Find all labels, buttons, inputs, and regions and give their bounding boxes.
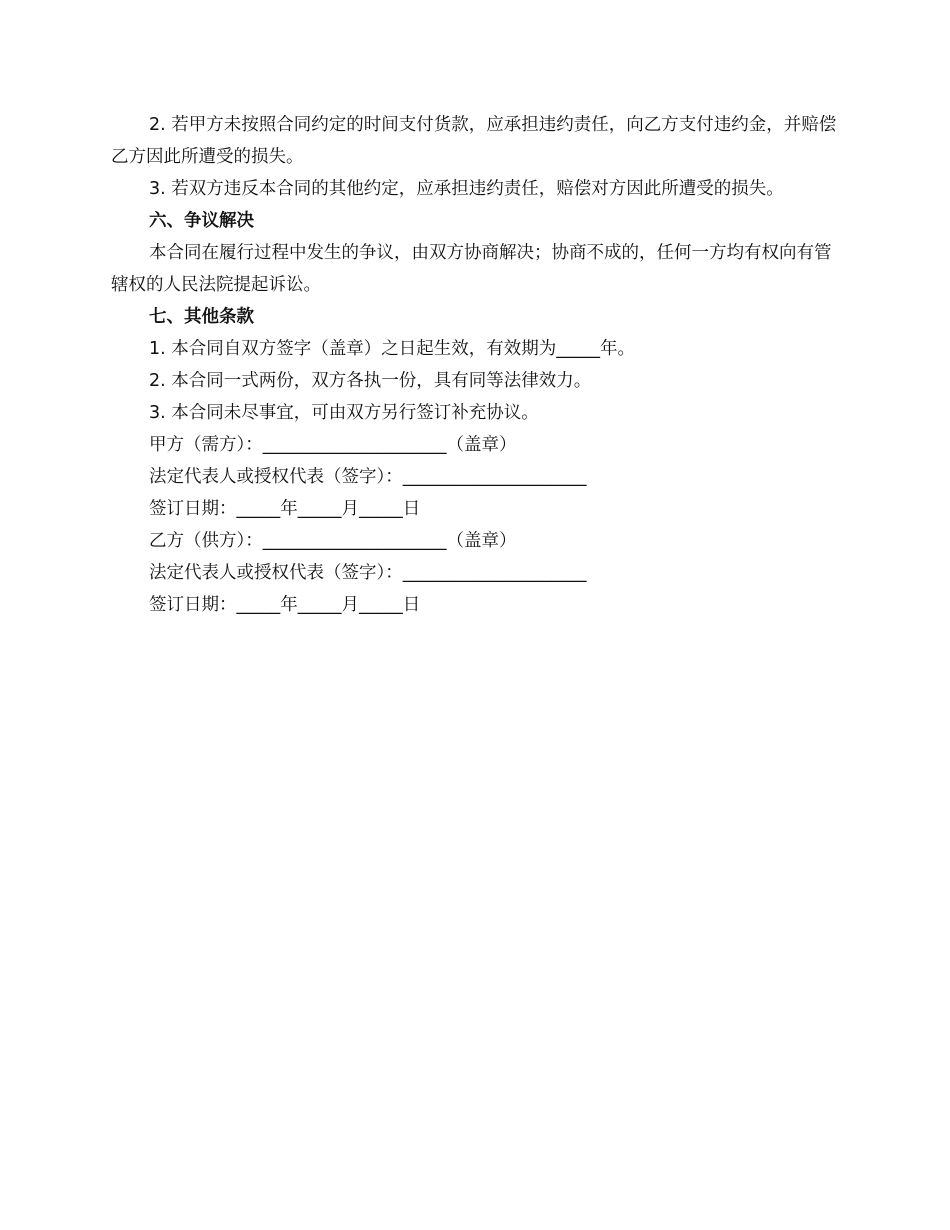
- breach-clause-item-3: 3. 若双方违反本合同的其他约定，应承担违约责任，赔偿对方因此所遭受的损失。: [149, 179, 784, 199]
- breach-clause-item-2: 2. 若甲方未按照合同约定的时间支付货款，应承担违约责任，向乙方支付违约金，并赔偿乙方因此所遭受的损失。: [111, 115, 837, 167]
- party-b-line: 乙方（供方）：_____________________（盖章）: [149, 531, 517, 551]
- party-a-line: 甲方（需方）：_____________________（盖章）: [149, 435, 517, 455]
- other-terms-item-1: 1. 本合同自双方签字（盖章）之日起生效，有效期为_____年。: [149, 339, 636, 359]
- other-terms-heading: 七、其他条款: [149, 307, 254, 327]
- dispute-resolution-heading: 六、争议解决: [149, 211, 254, 231]
- dispute-resolution-body: 本合同在履行过程中发生的争议，由双方协商解决；协商不成的，任何一方均有权向有管辖权的人民法院提起诉讼。: [111, 243, 832, 295]
- party-a-date-line: 签订日期：_____年_____月_____日: [149, 499, 421, 519]
- other-terms-item-3: 3. 本合同未尽事宜，可由双方另行签订补充协议。: [149, 403, 539, 423]
- contract-page: [111, 109, 841, 621]
- party-b-representative-line: 法定代表人或授权代表（签字）：_____________________: [149, 563, 587, 583]
- party-b-date-line: 签订日期：_____年_____月_____日: [149, 595, 421, 615]
- other-terms-item-2: 2. 本合同一式两份，双方各执一份，具有同等法律效力。: [149, 371, 592, 391]
- party-a-representative-line: 法定代表人或授权代表（签字）：_____________________: [149, 467, 587, 487]
